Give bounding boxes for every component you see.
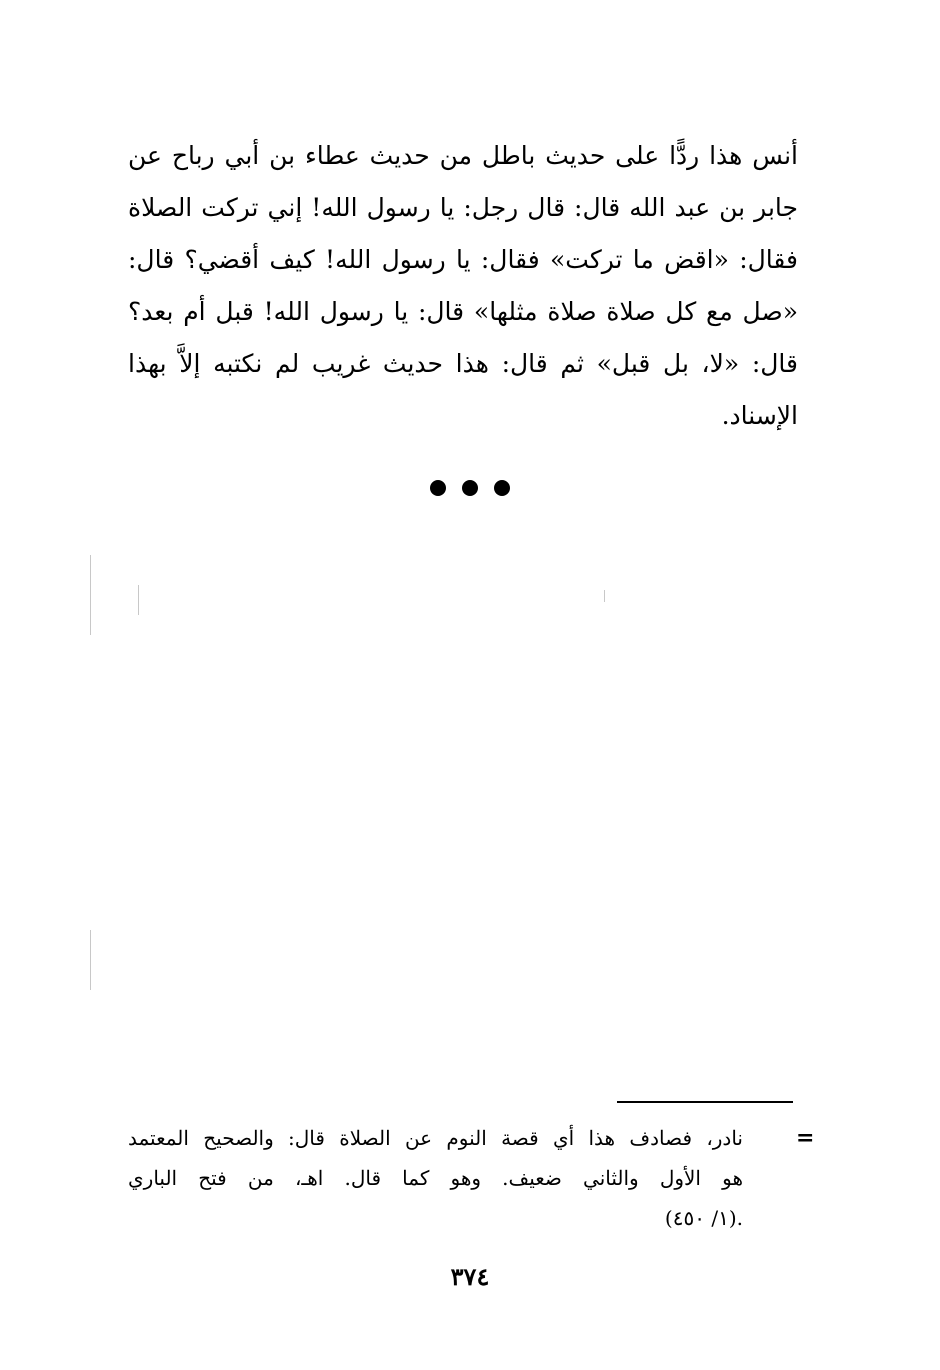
footnote-block [128, 1118, 743, 1238]
footnote-line: نادر، فصادف هذا أي قصة النوم عن الصلاة قال: والصحيح المعتمد [128, 1126, 743, 1150]
footnote-continuation-mark: = [796, 1125, 815, 1151]
main-text-line: الإسناد. [721, 401, 798, 430]
main-text-line: فقال: «اقض ما تركت» فقال: يا رسول الله! كيف أقضي؟ قال: [128, 245, 798, 274]
footnote-line: هو الأول والثاني ضعيف. وهو كما قال. اهـ، من فتح الباري [128, 1166, 743, 1190]
main-text-block [128, 130, 798, 442]
main-text-line: قال: «لا، بل قبل» ثم قال: هذا حديث غريب لم نكتبه إلاَّ بهذا [128, 349, 798, 378]
footnote-line: .(١/ ٤٥٠) [664, 1206, 743, 1230]
scan-artifact [604, 590, 605, 602]
main-text-line: «صل مع كل صلاة صلاة مثلها» قال: يا رسول الله! قبل أم بعد؟ [128, 297, 798, 326]
separator-dot [462, 480, 478, 496]
separator-dot [430, 480, 446, 496]
main-text-line: أنس هذا ردًّا على حديث باطل من حديث عطاء بن أبي رباح عن [128, 141, 798, 170]
section-separator [0, 480, 940, 496]
scan-artifact [90, 555, 91, 635]
scan-artifact [90, 930, 91, 990]
separator-dot [494, 480, 510, 496]
footnote-divider [617, 1101, 793, 1103]
page-number: ٣٧٤ [450, 1262, 490, 1291]
main-text-line: جابر بن عبد الله قال: قال رجل: يا رسول الله! إني تركت الصلاة [128, 193, 798, 222]
scan-artifact [138, 585, 139, 615]
